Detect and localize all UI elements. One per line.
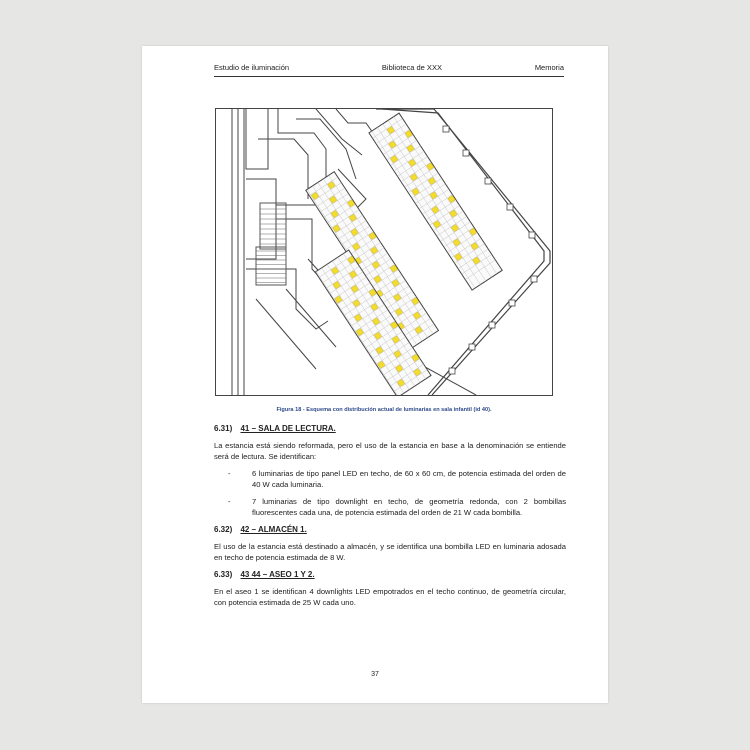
grid-line	[383, 124, 486, 281]
page-header	[214, 63, 564, 77]
section-paragraph: En el aseo 1 se identifican 4 downlights LED empotrados en el techo continuo, de geometría circular, con potencia estimada de 25 W cada uno.	[214, 587, 566, 607]
bullet-dash: -	[228, 497, 231, 506]
section-number: 6.33)	[214, 570, 233, 579]
list-item	[214, 496, 566, 518]
list-item-text: 7 luminarias de tipo downlight en techo, de geometría redonda, con 2 bombillas fluorescentes cada una, de potencia estimada del orden de 21 W cada bombilla.	[252, 497, 566, 517]
grid-line	[388, 120, 491, 277]
section-number: 6.32)	[214, 525, 233, 534]
column-marker	[485, 178, 491, 184]
section-heading-6-32	[214, 524, 566, 535]
section-title: 43 44 – ASEO 1 Y 2.	[240, 570, 315, 579]
column-marker	[489, 322, 495, 328]
ceiling-grids	[306, 113, 502, 395]
section-title: 41 – SALA DE LECTURA.	[240, 424, 336, 433]
page-number: 37	[371, 671, 379, 678]
section-heading-6-31	[214, 423, 566, 434]
column-marker	[529, 232, 535, 238]
list-item-text: 6 luminarias de tipo panel LED en techo, de 60 x 60 cm, de potencia estimada del orden de 40 W cada luminaria.	[252, 469, 566, 489]
figure-caption: Figura 18 - Esquema con distribución actual de luminarias en sala infantil (id 40).	[276, 407, 492, 413]
header-center: Biblioteca de XXX	[381, 63, 442, 72]
column-marker	[469, 344, 475, 350]
column-marker	[443, 126, 449, 132]
floor-plan-drawing	[216, 109, 552, 395]
list-item	[214, 468, 566, 490]
section-number: 6.31)	[214, 424, 233, 433]
bullet-dash: -	[228, 469, 231, 478]
floor-plan-figure	[215, 108, 553, 396]
body-text	[214, 423, 566, 614]
document-page	[142, 46, 608, 703]
section-paragraph: El uso de la estancia está destinado a almacén, y se identifica una bombilla LED en luminaria adosada en techo de potencia estimada de 8 W.	[214, 542, 566, 562]
column-marker	[463, 150, 469, 156]
column-marker	[531, 276, 537, 282]
header-right: Memoria	[534, 63, 564, 72]
section-paragraph: La estancia está siendo reformada, pero el uso de la estancia en base a la denominación se entiende será de lectura. Se identifican:	[214, 441, 566, 461]
column-marker	[509, 300, 515, 306]
column-marker	[507, 204, 513, 210]
header-left: Estudio de iluminación	[214, 63, 290, 72]
column-marker	[449, 368, 455, 374]
section-title: 42 – ALMACÉN 1.	[240, 525, 307, 534]
section-heading-6-33	[214, 569, 566, 580]
grid-line	[394, 117, 497, 274]
